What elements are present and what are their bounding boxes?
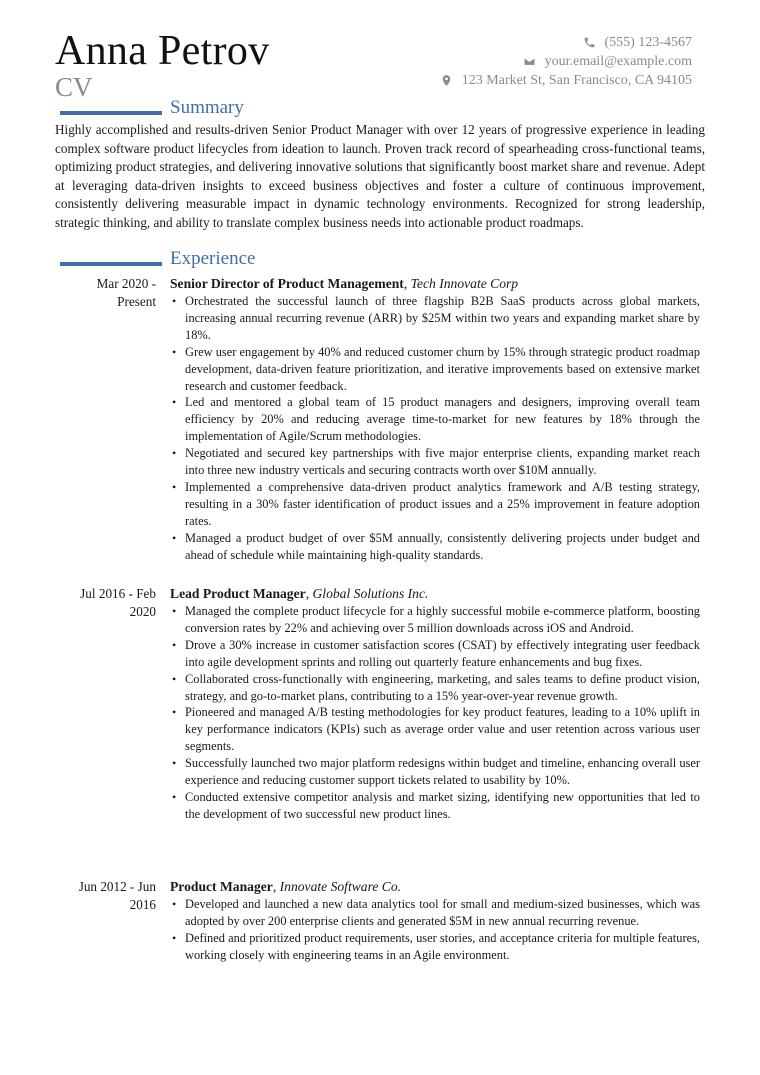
job-body bbox=[170, 585, 700, 823]
bullet-item: • Negotiated and secured key partnerships with five major enterprise clients, expanding market reach into three new industry verticals and securing contracts worth over $10M annually. bbox=[170, 445, 700, 479]
bullet-item: • Orchestrated the successful launch of three flagship B2B SaaS products across global markets, increasing annual recurring revenue (ARR) by $25M within two years and expanding market share by 18%. bbox=[170, 293, 700, 344]
job-title: Lead Product Manager bbox=[170, 586, 306, 601]
job-company: Tech Innovate Corp bbox=[410, 276, 519, 291]
summary-heading bbox=[60, 98, 244, 118]
section-rule bbox=[60, 111, 162, 115]
job-date-end: Present bbox=[117, 294, 156, 309]
document-subtitle: CV bbox=[55, 72, 93, 102]
experience-heading bbox=[60, 249, 255, 269]
job-date-end: 2016 bbox=[129, 897, 156, 912]
experience-title: Experience bbox=[170, 248, 256, 269]
job-title: Senior Director of Product Management bbox=[170, 276, 404, 291]
bullet-item: • Managed a product budget of over $5M annually, consistently delivering projects under budget and ahead of schedule while maintaining high-quality standards. bbox=[170, 530, 700, 564]
bullet-item: • Successfully launched two major platform redesigns within budget and timeline, enhancing overall user experience and reducing customer support tickets related to usability by 10%. bbox=[170, 755, 700, 789]
summary-text: Highly accomplished and results-driven Senior Product Manager with over 12 years of progressive experience in leading complex software product lifecycles from ideation to launch. Proven track record of spearheading cross-functional teams, optimizing product strategies, and delivering innovative solutions that significantly boost market share and revenue. Adept at leveraging data-driven insights to exceed business objectives and foster a culture of continuous improvement, consistently delivering measurable impact in dynamic technology environments. Recognized for strong leadership, strategic thinking, and ability to translate complex business needs into actionable product roadmaps. bbox=[55, 122, 705, 230]
job-date-start: Jun 2012 - Jun bbox=[78, 879, 156, 894]
contact-email bbox=[440, 52, 692, 71]
job-heading: Product Manager, Innovate Software Co. bbox=[170, 879, 402, 894]
job-body bbox=[170, 275, 700, 564]
bullet-item: • Collaborated cross-functionally with engineering, marketing, and sales teams to define product vision, strategy, and go-to-market plans, contributing to a 15% year-over-year revenue growth. bbox=[170, 671, 700, 705]
job-date-start: Jul 2016 - Feb bbox=[80, 586, 156, 601]
summary-title: Summary bbox=[170, 97, 244, 118]
address-text: 123 Market St, San Francisco, CA 94105 bbox=[461, 73, 692, 88]
bullet-item: • Pioneered and managed A/B testing methodologies for key product features, leading to a 10% uplift in key performance indicators (KPIs) such as average order value and user retention across various user segments. bbox=[170, 704, 700, 755]
job-bullets bbox=[170, 293, 700, 564]
job-title: Product Manager bbox=[170, 879, 273, 894]
candidate-name: Anna Petrov bbox=[55, 28, 270, 74]
contact-address bbox=[440, 71, 692, 90]
job-bullets bbox=[170, 896, 700, 964]
bullet-item: • Managed the complete product lifecycle for a highly successful mobile e-commerce platform, boosting conversion rates by 22% and achieving over 5 million downloads across iOS and Android. bbox=[170, 603, 700, 637]
bullet-item: • Developed and launched a new data analytics tool for small and medium-sized businesses, which was adopted by over 200 enterprise clients and generated $5M in new annual recurring revenue. bbox=[170, 896, 700, 930]
job-heading: Lead Product Manager, Global Solutions Inc. bbox=[170, 586, 429, 601]
map-pin-icon bbox=[440, 74, 453, 87]
job-dates bbox=[55, 878, 156, 914]
job-company: Innovate Software Co. bbox=[279, 879, 402, 894]
job-dates bbox=[55, 275, 156, 311]
job-date-end: 2020 bbox=[129, 604, 156, 619]
job-dates bbox=[55, 585, 156, 621]
bullet-item: • Implemented a comprehensive data-driven product analytics framework and A/B testing strategy, resulting in a 30% faster identification of product issues and a 25% improvement in feature adoption rates. bbox=[170, 479, 700, 530]
job-body bbox=[170, 878, 700, 964]
bullet-item: • Led and mentored a global team of 15 product managers and designers, improving overall team efficiency by 20% and reducing average time-to-market for new features by 18% through the implementation of Agile/Scrum methodologies. bbox=[170, 394, 700, 445]
bullet-item: • Drove a 30% increase in customer satisfaction scores (CSAT) by effectively integrating user feedback into agile development sprints and rolling out quarterly feature enhancements and bug fixes. bbox=[170, 637, 700, 671]
bullet-item: • Defined and prioritized product requirements, user stories, and acceptance criteria for multiple features, working closely with engineering teams in an Agile environment. bbox=[170, 930, 700, 964]
contact-phone bbox=[440, 33, 692, 52]
job-company: Global Solutions Inc. bbox=[312, 586, 429, 601]
job-heading: Senior Director of Product Management, Tech Innovate Corp bbox=[170, 276, 519, 291]
phone-icon bbox=[583, 36, 596, 49]
phone-text[interactable]: (555) 123-4567 bbox=[604, 35, 692, 50]
section-rule bbox=[60, 262, 162, 266]
envelope-icon bbox=[523, 55, 536, 68]
email-text[interactable]: your.email@example.com bbox=[544, 54, 692, 69]
job-bullets bbox=[170, 603, 700, 823]
bullet-item: • Conducted extensive competitor analysis and market sizing, identifying new opportunities that led to the development of two successful new product lines. bbox=[170, 789, 700, 823]
bullet-item: • Grew user engagement by 40% and reduced customer churn by 15% through strategic product roadmap development, data-driven feature prioritization, and iterative improvements based on extensive market research and customer feedback. bbox=[170, 344, 700, 395]
contact-block bbox=[440, 33, 692, 90]
job-date-start: Mar 2020 - bbox=[96, 276, 156, 291]
